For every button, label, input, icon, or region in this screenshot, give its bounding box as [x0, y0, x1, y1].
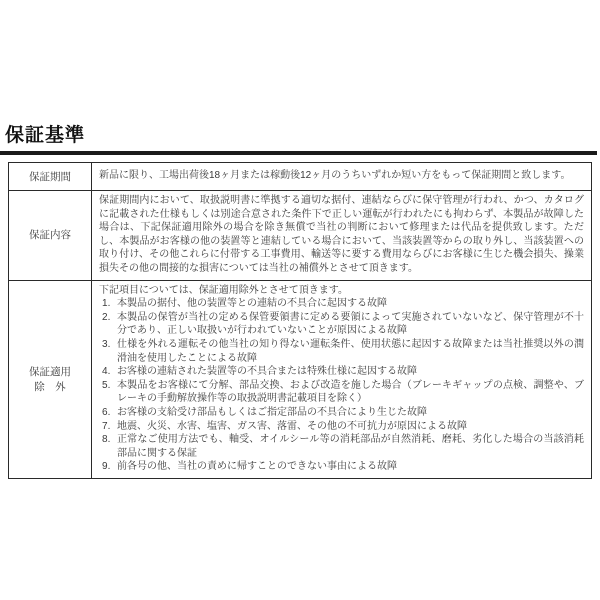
exclusion-item: 本製品をお客様にて分解、部品交換、および改造を施した場合（ブレーキギャップの点検、調整や、ブレーキの手動解放操作等の取扱説明書記載項目を除く） — [117, 379, 584, 405]
page-title: 保証基準 — [5, 125, 86, 146]
exclusion-item: 本製品の据付、他の装置等との連結の不具合に起因する故障 — [117, 298, 387, 310]
exclusion-list — [99, 297, 584, 474]
row-header-warranty-content: 保証内容 — [9, 191, 92, 281]
warranty-table — [8, 162, 592, 479]
exclusion-item: お客様の支給受け部品もしくはご指定部品の不具合により生じた故障 — [117, 406, 427, 418]
exclusion-item: 前各号の他、当社の責めに帰すことのできない事由による故障 — [117, 461, 397, 473]
title-rule — [0, 151, 597, 155]
exclusion-intro: 下記項目については、保証適用除外とさせて頂きます。 — [99, 284, 348, 296]
row-body-warranty-exclusion — [92, 280, 592, 478]
row-header-warranty-period: 保証期間 — [9, 163, 92, 191]
row-body-warranty-content: 保証期間内において、取扱説明書に準拠する適切な据付、連結ならびに保守管理が行われ、かつ、カタログに記載された仕様もしくは別途合意された条件下で正しい運転が行われたにも拘わらず、本製品が故障した場合は、下記保証適用除外の場合を除き無償で当社の判断において修理または代品を提供致します。ただし、本製品がお客様の他の装置等と連結している場合において、当該装置等からの取り外し、当該装置への取り付け、その他これらに付帯する工事費用、輸送等に要する費用ならびにお客様に生じた機会損失、操業損失その他の間接的な損害については当社の補償外とさせて頂きます。 — [92, 191, 592, 281]
exclusion-item: 正常なご使用方法でも、軸受、オイルシール等の消耗部品が自然消耗、磨耗、劣化した場合の当該消耗部品に関する保証 — [117, 434, 584, 459]
table-row-warranty-exclusion — [9, 280, 592, 478]
row-body-warranty-period: 新品に限り、工場出荷後18ヶ月または稼動後12ヶ月のうちいずれか短い方をもって保証期間と致します。 — [92, 163, 592, 191]
exclusion-item: 仕様を外れる運転その他当社の知り得ない運転条件、使用状態に起因する故障または当社推奨以外の潤滑油を使用したことによる故障 — [117, 338, 584, 364]
row-header-exclusion-line2: 除 外 — [34, 380, 66, 393]
exclusion-item: 本製品の保管が当社の定める保管要領書に定める要領によって実施されていないなど、保守管理が不十分であり、正しい取扱いが行われていないことが原因による故障 — [117, 311, 584, 337]
exclusion-item: 地震、火災、水害、塩害、ガス害、落雷、その他の不可抗力が原因による故障 — [117, 420, 467, 432]
table-row-warranty-content — [9, 191, 592, 281]
table-row-warranty-period — [9, 163, 592, 191]
row-header-exclusion-line1: 保証適用 — [29, 365, 71, 378]
exclusion-item: お客様の連結された装置等の不具合または特殊仕様に起因する故障 — [117, 366, 417, 378]
row-header-warranty-exclusion — [9, 280, 92, 478]
